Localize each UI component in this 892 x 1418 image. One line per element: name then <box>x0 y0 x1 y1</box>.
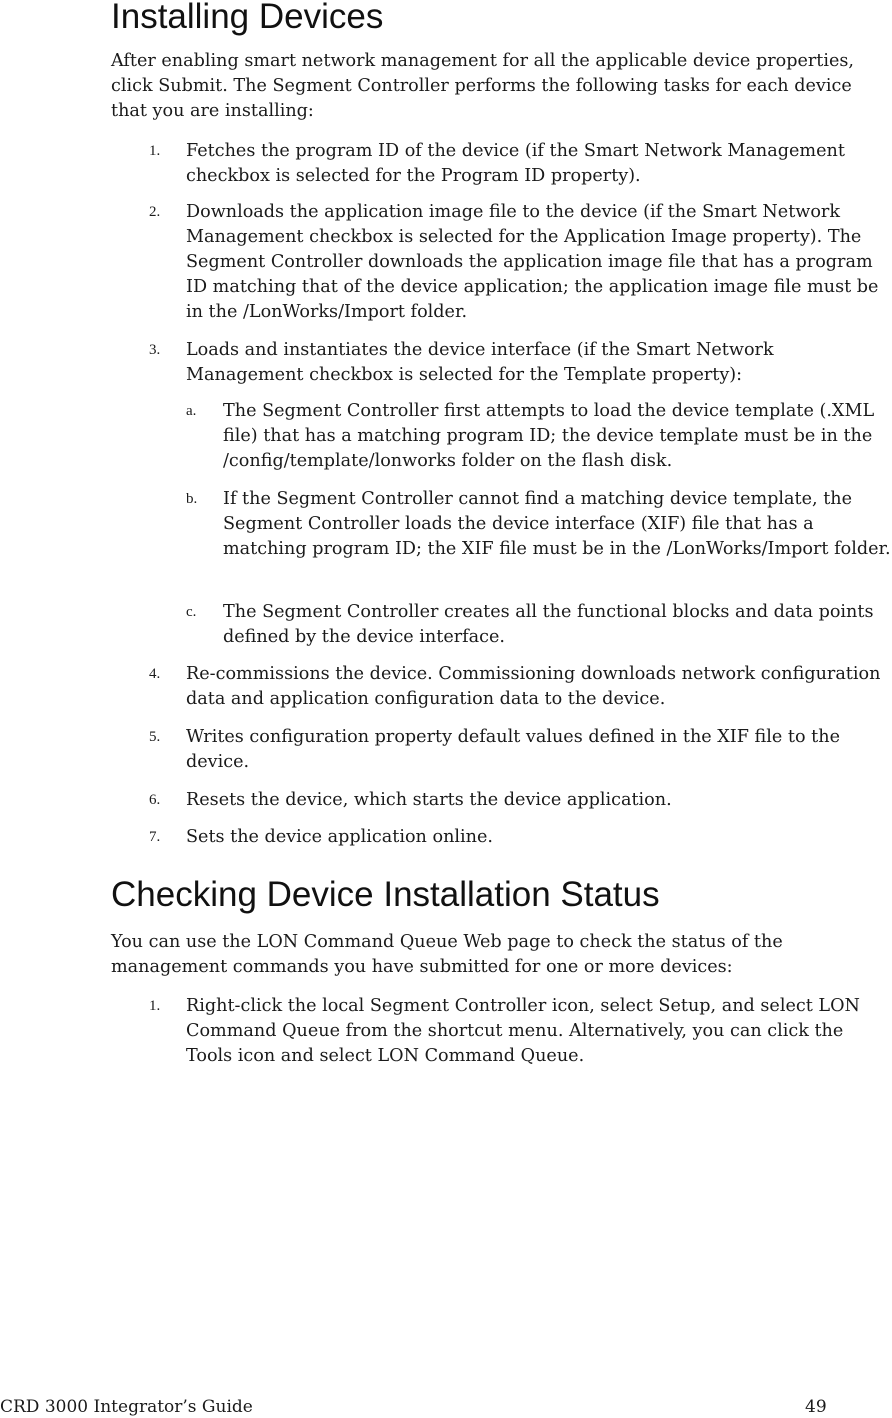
list-number: 1. <box>149 998 161 1014</box>
sub-list-text: If the Segment Controller cannot find a matching device template, the Segment Controller loads the device interface (XIF) file that has a matching program ID; the XIF file must be in the /LonWorks/Import folder. <box>223 489 891 559</box>
section-intro-status: You can use the LON Command Queue Web page to check the status of the management commands you have submitted for one or more devices: <box>111 932 783 977</box>
list-number: 5. <box>149 729 161 745</box>
list-text: Fetches the program ID of the device (if the Smart Network Management checkbox is selected for the Program ID property). <box>186 141 845 186</box>
list-text: Re-commissions the device. Commissioning downloads network configuration data and application configuration data to the device. <box>186 664 881 709</box>
footer-guide-title: CRD 3000 Integrator’s Guide <box>0 1397 253 1417</box>
sub-list-letter: a. <box>186 403 197 419</box>
sub-list-letter: b. <box>186 491 198 507</box>
list-number: 4. <box>149 666 161 682</box>
list-number: 2. <box>149 204 161 220</box>
list-text: Sets the device application online. <box>186 827 493 847</box>
section-intro-installing: After enabling smart network management for all the applicable device properties, click Submit. The Segment Controller performs the following tasks for each device that you are installing: <box>111 51 855 121</box>
list-text: Writes configuration property default values defined in the XIF file to the device. <box>186 727 840 772</box>
footer-page-number: 49 <box>805 1397 827 1417</box>
section-heading-installation-status: Checking Device Installation Status <box>111 875 660 914</box>
list-text: Right-click the local Segment Controller icon, select Setup, and select LON Command Queue from the shortcut menu. Alternatively, you can click the Tools icon and select LON Command Queue. <box>186 996 860 1066</box>
section-heading-installing-devices: Installing Devices <box>111 0 384 36</box>
list-text: Resets the device, which starts the device application. <box>186 790 672 810</box>
list-number: 7. <box>149 829 161 845</box>
list-text: Loads and instantiates the device interface (if the Smart Network Management checkbox is selected for the Template property): <box>186 340 774 385</box>
sub-list-letter: c. <box>186 604 197 620</box>
list-number: 3. <box>149 342 161 358</box>
sub-list-text: The Segment Controller first attempts to load the device template (.XML file) that has a matching program ID; the device template must be in the /config/template/lonworks folder on the flash disk. <box>223 401 875 471</box>
list-number: 6. <box>149 792 161 808</box>
sub-list-text: The Segment Controller creates all the functional blocks and data points defined by the device interface. <box>223 602 874 647</box>
list-number: 1. <box>149 143 161 159</box>
list-text: Downloads the application image file to the device (if the Smart Network Management checkbox is selected for the Application Image property). The Segment Controller downloads the application image file that has a program ID matching that of the device application; the application image file must be in the /LonWorks/Import folder. <box>186 202 879 322</box>
